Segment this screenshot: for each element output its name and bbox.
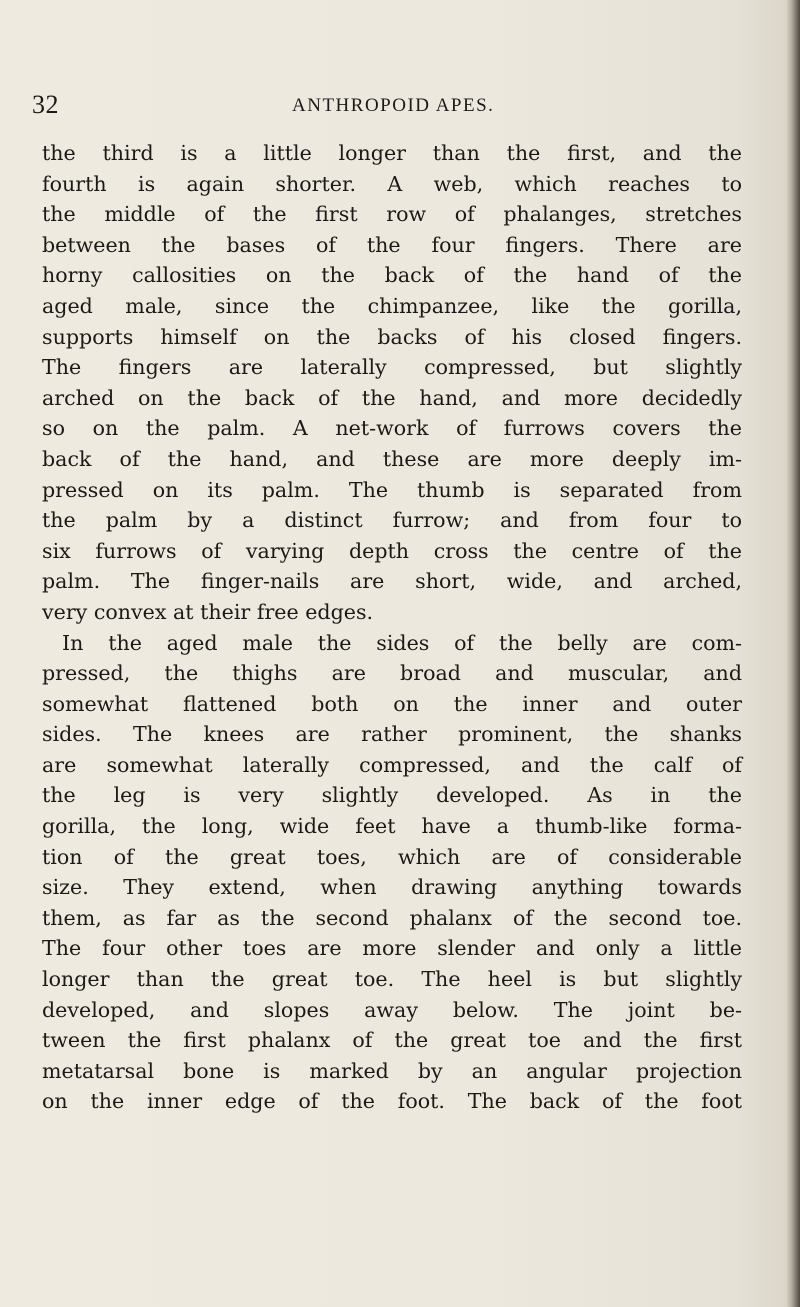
text-line: tween the first phalanx of the great toe and the first	[42, 1028, 742, 1053]
text-line: the middle of the first row of phalanges, stretches	[42, 202, 742, 227]
text-line: six furrows of varying depth cross the centre of the	[42, 538, 742, 563]
text-line: pressed, the thighs are broad and muscular, and	[42, 661, 742, 686]
text-line: metatarsal bone is marked by an angular projection	[42, 1058, 742, 1083]
text-line: the leg is very slightly developed. As in the	[42, 783, 742, 808]
text-line: sides. The knees are rather prominent, the shanks	[42, 722, 742, 747]
text-line: arched on the back of the hand, and more decidedly	[42, 385, 742, 410]
page-header	[0, 90, 800, 130]
text-line: the palm by a distinct furrow; and from four to	[42, 508, 742, 533]
text-line: on the inner edge of the foot. The back of the foot	[42, 1089, 742, 1114]
text-line: them, as far as the second phalanx of the second toe.	[42, 905, 742, 930]
text-line: The fingers are laterally compressed, but slightly	[42, 355, 742, 380]
text-line: gorilla, the long, wide feet have a thumb-like forma-	[42, 814, 742, 839]
text-line: somewhat flattened both on the inner and outer	[42, 691, 742, 716]
text-line: pressed on its palm. The thumb is separated from	[42, 477, 742, 502]
page-edge-shadow	[786, 0, 800, 1307]
text-line: In the aged male the sides of the belly are com-	[62, 630, 742, 655]
running-head: ANTHROPOID APES.	[292, 95, 495, 116]
text-line: back of the hand, and these are more deeply im-	[42, 446, 742, 471]
text-line: supports himself on the backs of his closed fingers.	[42, 324, 742, 349]
text-line: fourth is again shorter. A web, which reaches to	[42, 171, 742, 196]
body-text	[42, 138, 742, 1117]
text-line: tion of the great toes, which are of considerable	[42, 844, 742, 869]
text-line: so on the palm. A net-work of furrows covers the	[42, 416, 742, 441]
text-line: aged male, since the chimpanzee, like the gorilla,	[42, 293, 742, 318]
text-line: developed, and slopes away below. The joint be-	[42, 997, 742, 1022]
text-line: are somewhat laterally compressed, and the calf of	[42, 752, 742, 777]
text-line: The four other toes are more slender and only a little	[42, 936, 742, 961]
text-line: the third is a little longer than the first, and the	[42, 141, 742, 165]
text-line: palm. The finger-nails are short, wide, and arched,	[42, 569, 742, 594]
page-number: 32	[32, 90, 59, 119]
text-line: between the bases of the four fingers. There are	[42, 232, 742, 257]
text-line: longer than the great toe. The heel is but slightly	[42, 967, 742, 992]
text-line: very convex at their free edges.	[42, 599, 374, 624]
text-line: size. They extend, when drawing anything towards	[42, 875, 742, 900]
text-line: horny callosities on the back of the hand of the	[42, 263, 742, 288]
